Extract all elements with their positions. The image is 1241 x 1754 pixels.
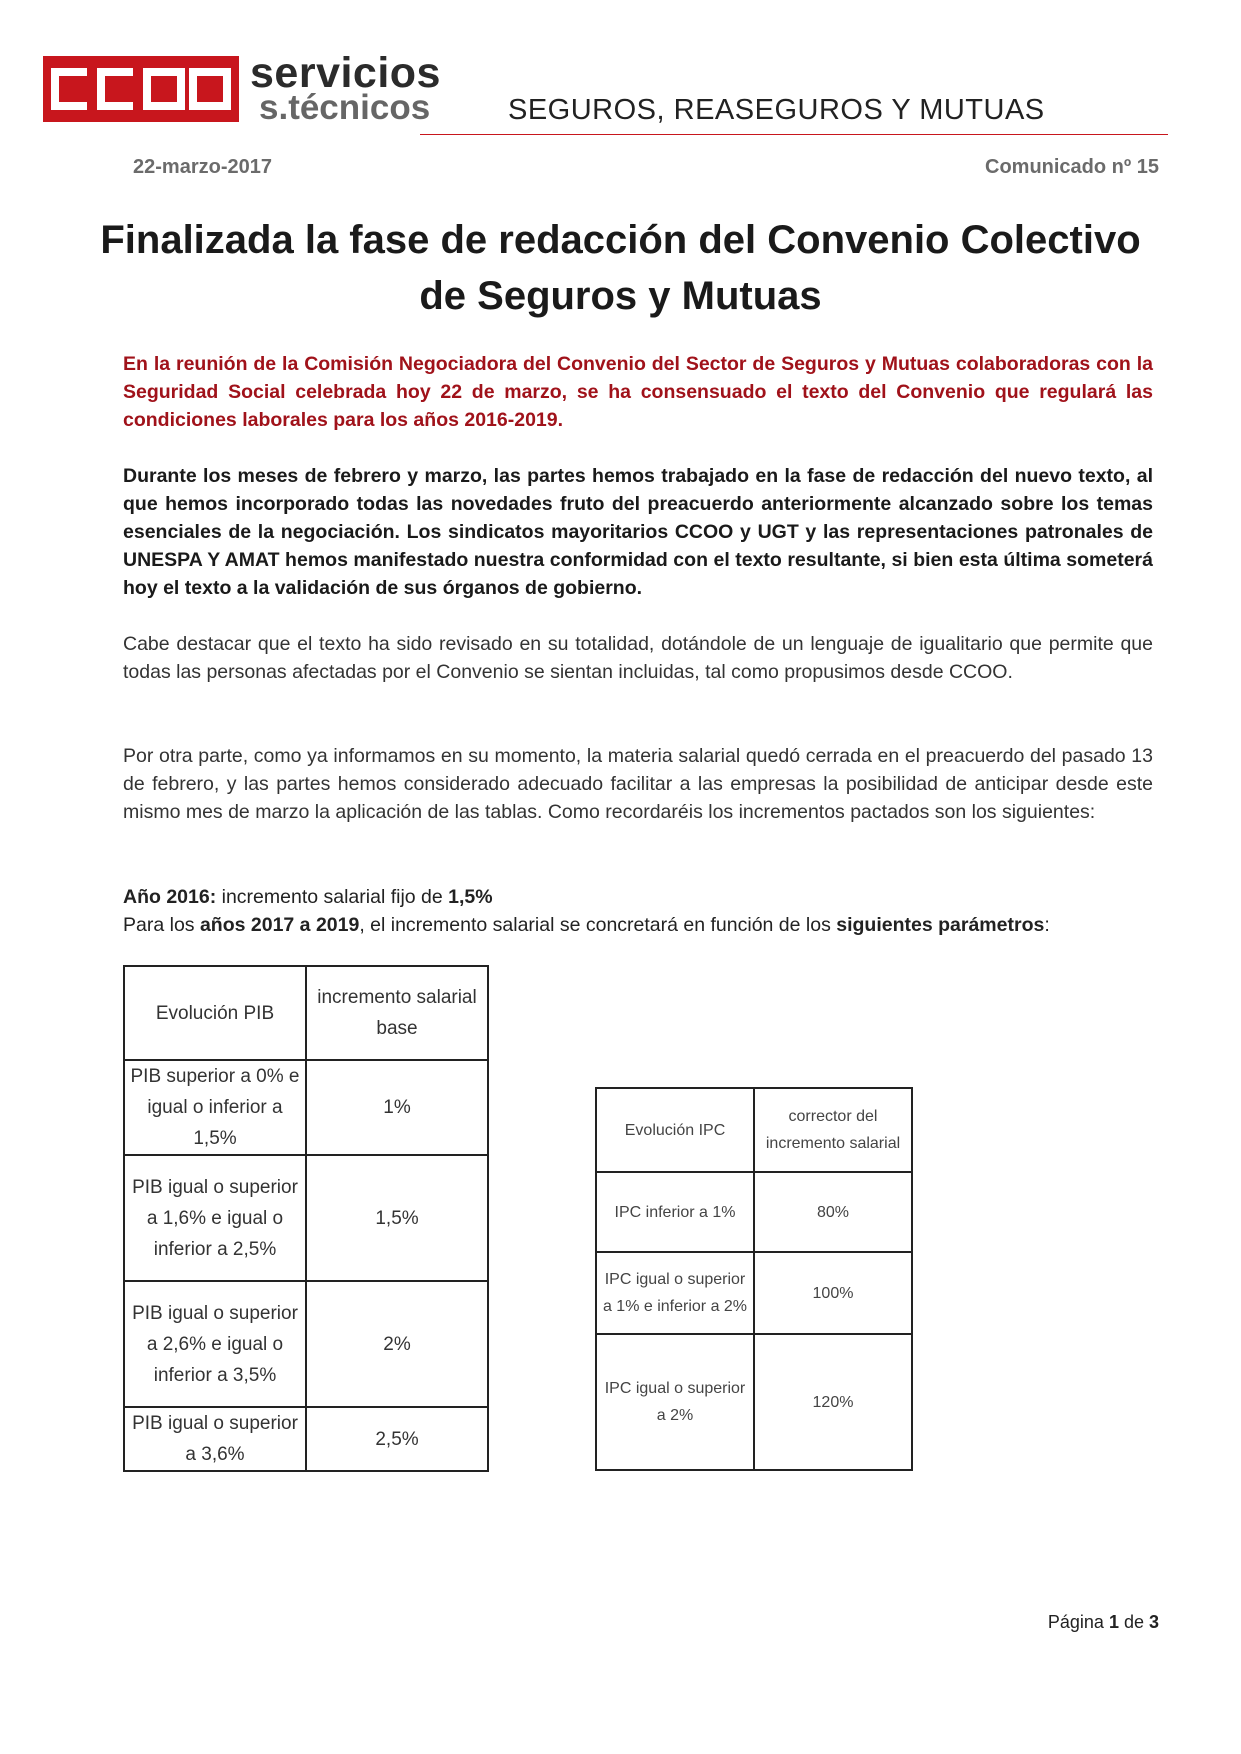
pib-cell-condition: PIB superior a 0% e igual o inferior a 1,5% bbox=[124, 1060, 306, 1155]
ccoo-logo bbox=[43, 43, 239, 122]
table-row bbox=[124, 1060, 488, 1155]
table-row bbox=[596, 1252, 912, 1334]
table-row bbox=[596, 1334, 912, 1470]
pib-cell-condition: PIB igual o superior a 3,6% bbox=[124, 1407, 306, 1471]
document-date: 22-marzo-2017 bbox=[133, 156, 272, 178]
brand-servicios: servicios bbox=[250, 49, 441, 97]
year-2016-text: incremento salarial fijo de bbox=[216, 886, 449, 908]
table-row bbox=[124, 1155, 488, 1281]
pib-cell-value: 2% bbox=[306, 1281, 488, 1407]
pib-cell-condition: PIB igual o superior a 1,6% e igual o inferior a 2,5% bbox=[124, 1155, 306, 1281]
pib-cell-value: 1% bbox=[306, 1060, 488, 1155]
ipc-cell-value: 120% bbox=[754, 1334, 912, 1470]
years-params: siguientes parámetros bbox=[836, 914, 1045, 936]
ipc-cell-condition: IPC igual o superior a 1% e inferior a 2% bbox=[596, 1252, 754, 1334]
page-title bbox=[100, 212, 1141, 324]
table-row bbox=[596, 1172, 912, 1252]
ipc-header-evolucion: Evolución IPC bbox=[596, 1088, 754, 1172]
pib-header-evolucion: Evolución PIB bbox=[124, 966, 306, 1060]
brand-stecnicos: s.técnicos bbox=[259, 88, 431, 127]
years-2017-2019-line bbox=[123, 911, 1050, 939]
title-line-1: Finalizada la fase de redacción del Convenio Colectivo bbox=[100, 218, 1141, 262]
pib-cell-value: 1,5% bbox=[306, 1155, 488, 1281]
title-line-2: de Seguros y Mutuas bbox=[419, 274, 822, 318]
ipc-cell-condition: IPC inferior a 1% bbox=[596, 1172, 754, 1252]
section-title: SEGUROS, REASEGUROS Y MUTUAS bbox=[508, 94, 1045, 126]
pib-cell-value: 2,5% bbox=[306, 1407, 488, 1471]
ccoo-logo-mark bbox=[43, 43, 239, 122]
paragraph-3: Por otra parte, como ya informamos en su momento, la materia salarial quedó cerrada en el preacuerdo del pasado 13 de febrero, y las partes hemos considerado adecuado facilitar a las empresas la posibilidad de anticipar desde este mismo mes de marzo la aplicación de las tablas. Como recordaréis los incrementos pactados son los siguientes: bbox=[123, 745, 1153, 823]
ipc-table bbox=[595, 1087, 913, 1471]
year-2016-value: 1,5% bbox=[448, 886, 493, 908]
table-row bbox=[124, 1407, 488, 1471]
lead-paragraph: En la reunión de la Comisión Negociadora del Convenio del Sector de Seguros y Mutuas colaboradoras con la Seguridad Social celebrada hoy 22 de marzo, se ha consensuado el texto del Convenio que regulará las condiciones laborales para los años 2016-2019. bbox=[123, 353, 1153, 431]
years-range: años 2017 a 2019 bbox=[199, 914, 360, 936]
ipc-header-corrector: corrector del incremento salarial bbox=[754, 1088, 912, 1172]
ipc-cell-value: 100% bbox=[754, 1252, 912, 1334]
logo-text: CCOO bbox=[43, 43, 91, 60]
ipc-cell-condition: IPC igual o superior a 2% bbox=[596, 1334, 754, 1470]
years-end: : bbox=[1044, 914, 1050, 936]
page-total: 3 bbox=[1148, 1612, 1159, 1632]
table-row bbox=[596, 1088, 912, 1172]
year-2016-label: Año 2016: bbox=[123, 886, 217, 908]
pib-table bbox=[123, 965, 489, 1472]
page-number bbox=[1048, 1612, 1159, 1633]
paragraph-2: Cabe destacar que el texto ha sido revisado en su totalidad, dotándole de un lenguaje de igualitario que permite que todas las personas afectadas por el Convenio se sientan incluidas, tal como propusimos desde CCOO. bbox=[123, 633, 1153, 683]
year-2016-line bbox=[123, 883, 493, 911]
header-divider bbox=[420, 134, 1168, 135]
pib-header-incremento: incremento salarial base bbox=[306, 966, 488, 1060]
table-row bbox=[124, 966, 488, 1060]
years-pre: Para los bbox=[123, 914, 200, 936]
years-mid: , el incremento salarial se concretará en función de los bbox=[359, 914, 837, 936]
comunicado-number: Comunicado nº 15 bbox=[985, 156, 1159, 178]
page-mid: de bbox=[1118, 1612, 1149, 1632]
pib-cell-condition: PIB igual o superior a 2,6% e igual o inferior a 3,5% bbox=[124, 1281, 306, 1407]
ipc-cell-value: 80% bbox=[754, 1172, 912, 1252]
page-current: 1 bbox=[1108, 1612, 1119, 1632]
page-pre: Página bbox=[1047, 1612, 1109, 1632]
paragraph-1: Durante los meses de febrero y marzo, las partes hemos trabajado en la fase de redacción del nuevo texto, al que hemos incorporado todas las novedades fruto del preacuerdo anteriormente alcanzado sobre los temas esenciales de la negociación. Los sindicatos mayoritarios CCOO y UGT y las representaciones patronales de UNESPA Y AMAT hemos manifestado nuestra conformidad con el texto resultante, si bien esta última someterá hoy el texto a la validación de sus órganos de gobierno. bbox=[123, 465, 1153, 599]
table-row bbox=[124, 1281, 488, 1407]
